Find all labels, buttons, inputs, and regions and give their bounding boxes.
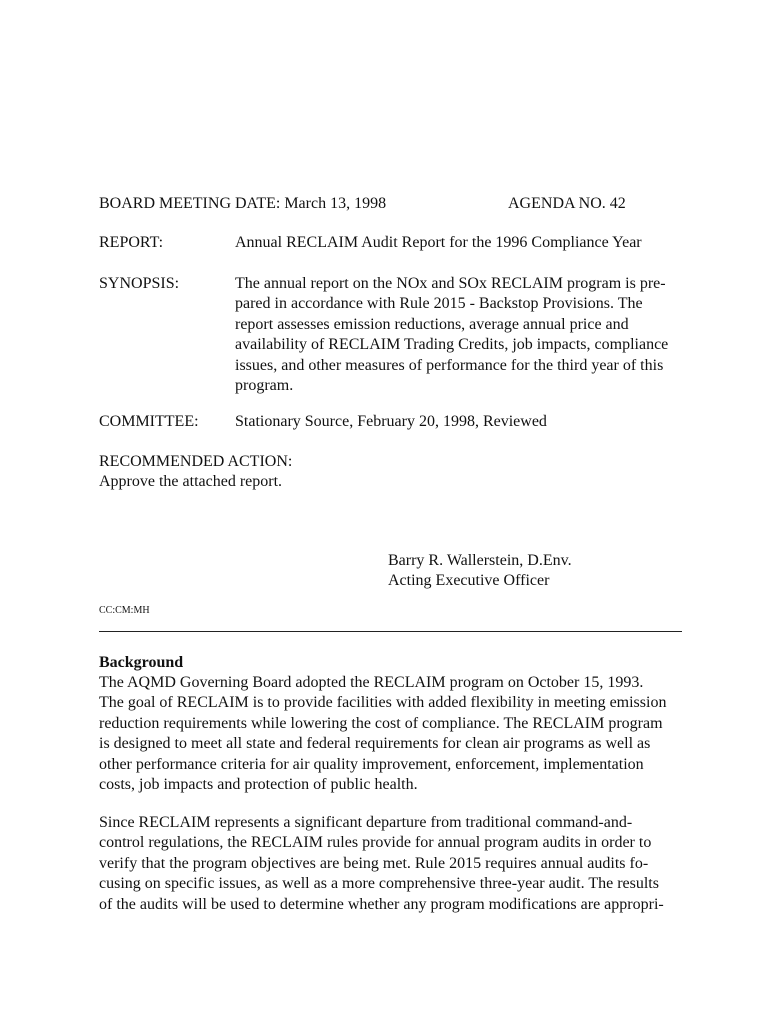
paragraph-line: costs, job impacts and protection of public health. [99,776,418,794]
synopsis-label: SYNOPSIS: [99,275,180,292]
paragraph-line: control regulations, the RECLAIM rules provide for annual program audits in order to [99,834,652,852]
report-title: Annual RECLAIM Audit Report for the 1996 Compliance Year [235,234,642,251]
author-initials: CC:CM:MH [99,605,150,616]
synopsis-text [235,274,685,396]
background-paragraph-1 [99,673,689,795]
report-label: REPORT: [99,234,164,251]
paragraph-line: The goal of RECLAIM is to provide facilities with added flexibility in meeting emission [99,694,667,712]
signatory-name: Barry R. Wallerstein, D.Env. [388,552,572,569]
signatory-title: Acting Executive Officer [388,572,550,589]
background-paragraph-2 [99,813,689,915]
paragraph-line: is designed to meet all state and federal requirements for clean air programs as well as [99,735,651,753]
agenda-number: AGENDA NO. 42 [508,195,626,212]
paragraph-line: The AQMD Governing Board adopted the RECLAIM program on October 15, 1993. [99,674,644,691]
recommended-action-heading: RECOMMENDED ACTION: [99,453,293,470]
section-divider [99,631,682,632]
background-heading: Background [99,654,184,671]
recommended-action-text: Approve the attached report. [99,473,283,490]
paragraph-line: Since RECLAIM represents a significant departure from traditional command-and- [99,814,633,831]
paragraph-line: other performance criteria for air quality improvement, enforcement, implementation [99,755,644,773]
paragraph-line: verify that the program objectives are being met. Rule 2015 requires annual audits fo- [99,854,649,872]
synopsis-line: program. [235,377,294,395]
synopsis-line: availability of RECLAIM Trading Credits, job impacts, compliance [235,336,669,354]
paragraph-line: reduction requirements while lowering the cost of compliance. The RECLAIM program [99,714,663,732]
paragraph-line: of the audits will be used to determine whether any program modifications are appropri- [99,895,664,913]
synopsis-line: The annual report on the NOx and SOx RECLAIM program is pre- [235,275,666,292]
synopsis-line: pared in accordance with Rule 2015 - Backstop Provisions. The [235,295,643,313]
synopsis-line: issues, and other measures of performance for the third year of this [235,356,664,374]
committee-value: Stationary Source, February 20, 1998, Reviewed [235,413,547,430]
board-meeting-date: BOARD MEETING DATE: March 13, 1998 [99,195,387,212]
paragraph-line: cusing on specific issues, as well as a more comprehensive three-year audit. The results [99,875,659,893]
committee-label: COMMITTEE: [99,413,199,430]
synopsis-line: report assesses emission reductions, average annual price and [235,315,629,333]
